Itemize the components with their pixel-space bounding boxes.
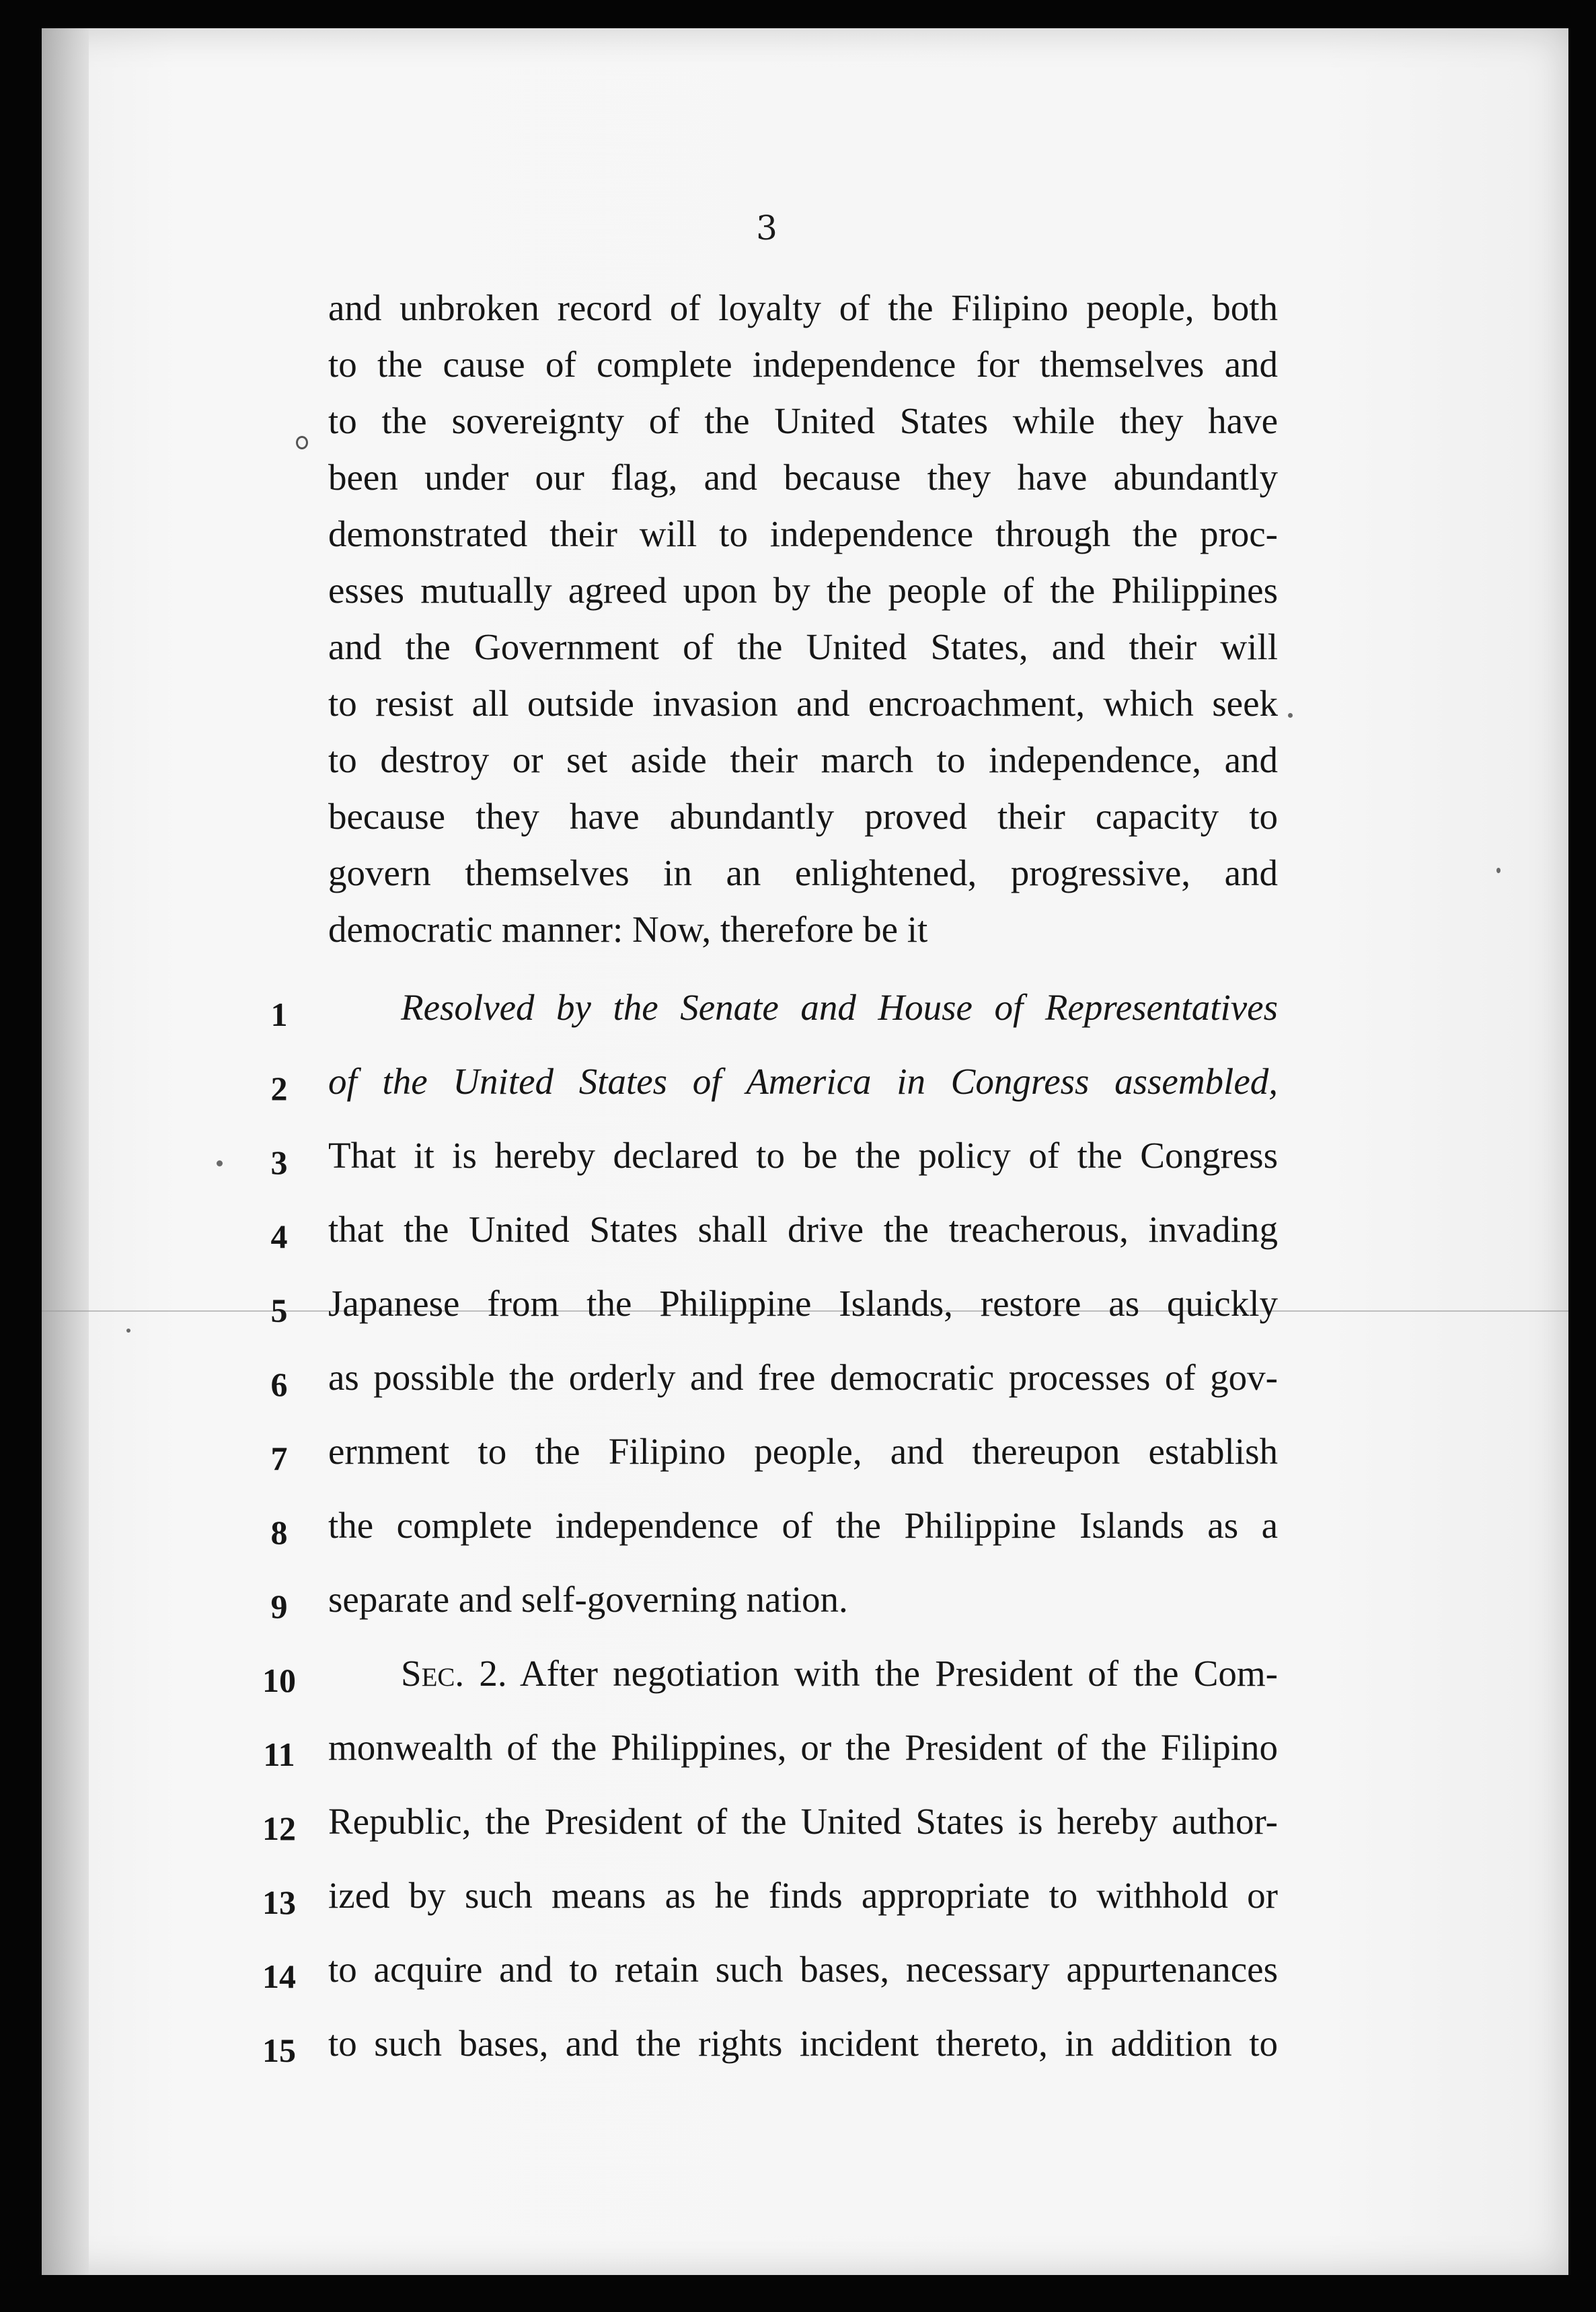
resolution-line: that the United States shall drive the treacherous, invading [328,1209,1278,1250]
line-number: 15 [262,2031,296,2069]
section-line [401,1651,1278,1696]
preamble-line: to resist all outside invasion and encroachment, which seek [328,683,1278,724]
resolution-line: Resolved by the Senate and House of Representatives [401,987,1278,1028]
resolution-line: of the United States of America in Congress assembled, [328,1061,1278,1102]
section-text: After negotiation with the President of the Com- [519,1653,1278,1694]
preamble-line: democratic manner: Now, therefore be it [328,909,928,950]
line-number: 9 [270,1588,288,1625]
preamble-line: and unbroken record of loyalty of the Filipino people, both [328,287,1278,328]
resolution-line: That it is hereby declared to be the policy of the Congress [328,1135,1278,1176]
page-number: 3 [756,209,777,248]
section-line: ized by such means as he finds appropriate to withhold or [328,1875,1278,1916]
line-number: 4 [270,1218,288,1255]
line-number: 10 [262,1662,296,1699]
line-number: 11 [263,1736,295,1773]
line-number: 7 [270,1440,288,1477]
resolution-line: the complete independence of the Philippine Islands as a [328,1505,1278,1546]
line-number: 14 [262,1957,296,1995]
line-number: 1 [270,996,288,1033]
preamble-line: demonstrated their will to independence through the proc- [328,513,1278,554]
line-number: 3 [270,1144,288,1181]
resolution-line: ernment to the Filipino people, and thereupon establish [328,1431,1278,1472]
preamble-line: to destroy or set aside their march to independence, and [328,739,1278,780]
preamble-line: been under our flag, and because they have abundantly [328,457,1278,498]
ink-speck [217,1160,223,1166]
ink-speck [1288,713,1293,718]
ink-speck [126,1329,130,1333]
section-line: to such bases, and the rights incident thereto, in addition to [328,2023,1278,2064]
line-number: 6 [270,1366,288,1403]
line-number: 8 [270,1514,288,1551]
section-line: Republic, the President of the United States is hereby author- [328,1801,1278,1842]
preamble-line: and the Government of the United States, and their will [328,626,1278,667]
resolution-line: as possible the orderly and free democratic processes of gov- [328,1357,1278,1398]
preamble-line: because they have abundantly proved their capacity to [328,796,1278,837]
section-line: to acquire and to retain such bases, necessary appurtenances [328,1949,1278,1990]
line-number: 5 [270,1292,288,1329]
preamble-line: govern themselves in an enlightened, progressive, and [328,852,1278,893]
line-number: 12 [262,1810,296,1847]
preamble-line: to the cause of complete independence for themselves and [328,344,1278,385]
section-line: monwealth of the Philippines, or the President of the Filipino [328,1727,1278,1768]
resolution-line: separate and self-governing nation. [328,1579,848,1620]
line-number: 2 [270,1070,288,1107]
paper-left-edge [42,28,89,2275]
line-number: 13 [262,1884,296,1921]
preamble-line: esses mutually agreed upon by the people of the Philippines [328,570,1278,611]
ink-speck [296,436,308,449]
resolution-line: Japanese from the Philippine Islands, restore as quickly [328,1283,1278,1324]
preamble-line: to the sovereignty of the United States while they have [328,400,1278,441]
ink-speck [1496,868,1500,873]
section-label: Sec. 2. [401,1653,507,1694]
